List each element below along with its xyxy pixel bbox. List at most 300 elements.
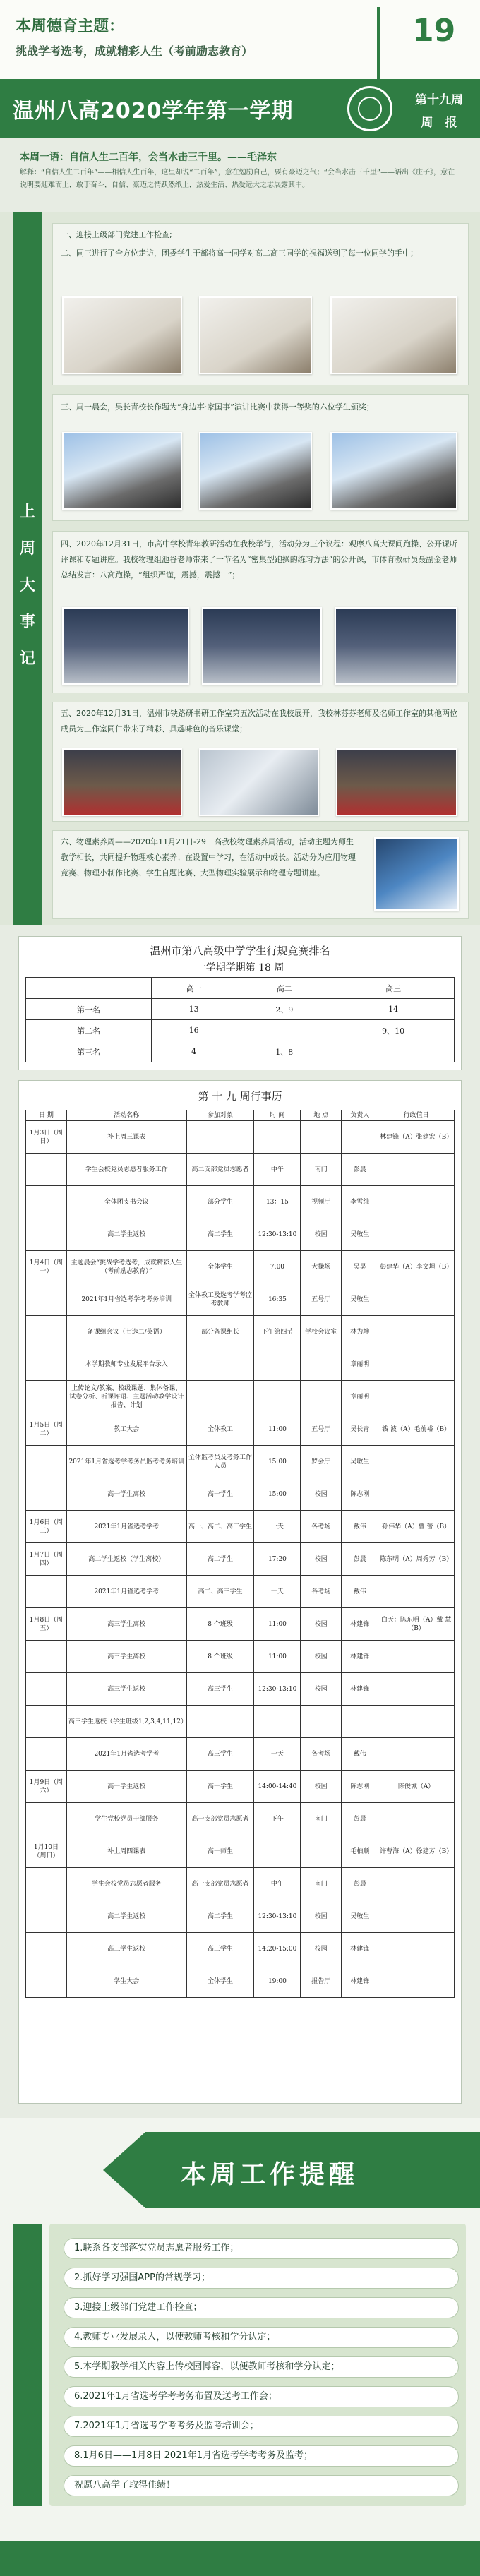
event-photo [62, 748, 182, 816]
table-cell: 高一支部党员志愿者 [186, 1803, 254, 1835]
table-cell: 2021年1月省选考学考务员监考考务培训 [66, 1446, 186, 1478]
table-cell: 17:20 [254, 1543, 301, 1576]
table-cell: 部分备课组长 [186, 1316, 254, 1348]
work-item: 1.联系各支部落实党员志愿者服务工作； [64, 2238, 459, 2259]
table-cell: 高二、高三学生 [186, 1576, 254, 1608]
table-cell: 1月9日（周六） [26, 1771, 67, 1803]
table-cell: 高三学生返校（学生班级1,2,3,4,11,12） [66, 1706, 186, 1738]
table-cell [301, 1381, 342, 1413]
table-cell: 高二学生返校 [66, 1218, 186, 1251]
table-cell: 林为坤 [342, 1316, 378, 1348]
work-item: 3.迎接上级部门党建工作检查； [64, 2297, 459, 2318]
table-header-cell: 时 间 [254, 1110, 301, 1121]
table-cell [378, 1738, 455, 1771]
table-cell: 各考场 [301, 1511, 342, 1543]
table-cell: 19:00 [254, 1965, 301, 1998]
table-row [26, 1608, 455, 1641]
table-row [26, 1478, 455, 1511]
table-cell: 一天 [254, 1511, 301, 1543]
table-cell: 第一名 [26, 999, 152, 1020]
table-cell [378, 1641, 455, 1673]
table-cell [186, 1706, 254, 1738]
table-cell: 8 个班级 [186, 1641, 254, 1673]
work-item: 4.教师专业发展录入，以便教师考核和学分认定； [64, 2327, 459, 2348]
table-cell: 高三学生 [186, 1673, 254, 1706]
work-item: 7.2021年1月省选考学考考务及监考培训会； [64, 2416, 459, 2437]
table-cell: 校园 [301, 1641, 342, 1673]
table-cell: 校园 [301, 1900, 342, 1933]
school-logo-icon [347, 86, 392, 131]
table-row [26, 1186, 455, 1218]
table-cell: 一天 [254, 1576, 301, 1608]
table-row [26, 1543, 455, 1576]
table-row [26, 1771, 455, 1803]
table-cell: 1月5日（周二） [26, 1413, 67, 1446]
table-cell: 高一学生离校 [66, 1478, 186, 1511]
table-cell: 中午 [254, 1154, 301, 1186]
table-cell: 第二名 [26, 1020, 152, 1041]
arrow-left-icon [103, 2132, 145, 2208]
table-cell: 1月4日（周一） [26, 1251, 67, 1283]
side-char: 大 [19, 577, 35, 594]
work-item: 祝愿八高学子取得佳绩！ [64, 2475, 459, 2496]
table-row [26, 1803, 455, 1835]
side-char: 上 [19, 503, 35, 521]
table-cell: 1月8日（周五） [26, 1608, 67, 1641]
table-header-row [26, 978, 455, 999]
table-cell: 高一学生返校 [66, 1771, 186, 1803]
table-cell: 高一学生 [186, 1771, 254, 1803]
table-cell [378, 1576, 455, 1608]
table-cell: 陈志刚 [342, 1478, 378, 1511]
table-cell: 白天：陈东明（A）戴 慧（B） [378, 1608, 455, 1641]
table-cell: 全体学生 [186, 1251, 254, 1283]
ranking-table [25, 977, 455, 1062]
table-cell [378, 1348, 455, 1381]
table-cell: 2021年1月省选考学考 [66, 1738, 186, 1771]
table-row [26, 1381, 455, 1413]
table-cell: 彭晨 [342, 1803, 378, 1835]
table-cell [26, 1283, 67, 1316]
table-cell: 2021年1月省选考学考 [66, 1511, 186, 1543]
table-cell [254, 1381, 301, 1413]
table-header-cell: 负责人 [342, 1110, 378, 1121]
table-cell: 14:00-14:40 [254, 1771, 301, 1803]
table-cell: 高二学生 [186, 1218, 254, 1251]
event-photo [336, 748, 457, 816]
table-cell: 高一学生 [186, 1478, 254, 1511]
table-cell: 8 个班级 [186, 1608, 254, 1641]
table-cell: 彭晨 [342, 1868, 378, 1900]
table-row [26, 1673, 455, 1706]
event-photo [199, 432, 312, 510]
calendar-table [25, 1110, 455, 1998]
table-cell: 孙伟华（A）曹 蕾（B） [378, 1511, 455, 1543]
ranking-subtitle: 一学期学期第 18 周 [196, 962, 284, 974]
table-cell: 毛柏顺 [342, 1835, 378, 1868]
table-cell: 全体团支书会议 [66, 1186, 186, 1218]
table-cell: 校园 [301, 1771, 342, 1803]
table-cell: 13 [151, 999, 236, 1020]
table-cell: 11:00 [254, 1413, 301, 1446]
table-row [26, 1041, 455, 1062]
table-header-row [26, 1110, 455, 1121]
table-cell [26, 1186, 67, 1218]
table-cell: 12:30-13:10 [254, 1900, 301, 1933]
table-cell: 2021年1月省选考学考考务培训 [66, 1283, 186, 1316]
table-row [26, 1316, 455, 1348]
table-cell: 学生会校党员志愿者服务 [66, 1868, 186, 1900]
table-cell [26, 1706, 67, 1738]
table-cell: 15:00 [254, 1478, 301, 1511]
table-row [26, 1446, 455, 1478]
moral-theme-subtitle: 挑战学考选考，成就精彩人生（考前励志教育） [16, 44, 253, 58]
table-header-cell: 日 期 [26, 1110, 67, 1121]
table-cell: 吴敏生 [342, 1900, 378, 1933]
table-cell: 16:35 [254, 1283, 301, 1316]
table-cell: 教工大会 [66, 1413, 186, 1446]
table-cell: 11:00 [254, 1608, 301, 1641]
table-cell: 1月7日（周四） [26, 1543, 67, 1576]
table-cell: 五号厅 [301, 1283, 342, 1316]
table-cell [378, 1316, 455, 1348]
week-label-line2: 周 报 [421, 116, 457, 130]
table-cell [378, 1900, 455, 1933]
table-cell: 章丽明 [342, 1348, 378, 1381]
divider [377, 7, 380, 85]
table-row [26, 1283, 455, 1316]
table-row [26, 1900, 455, 1933]
table-cell [378, 1381, 455, 1413]
table-cell: 高二学生返校 [66, 1900, 186, 1933]
table-cell [26, 1348, 67, 1381]
table-header-cell [26, 978, 152, 999]
table-cell: 高三学生 [186, 1738, 254, 1771]
table-cell: 学生大会 [66, 1965, 186, 1998]
table-cell: 吴长青 [342, 1413, 378, 1446]
table-cell [26, 1446, 67, 1478]
table-cell [332, 1041, 455, 1062]
work-item: 8.1月6日——1月8日 2021年1月省选考学考考务及监考； [64, 2445, 459, 2467]
table-cell: 学校会议室 [301, 1316, 342, 1348]
table-cell [26, 1933, 67, 1965]
table-cell [26, 1900, 67, 1933]
table-cell: 15:00 [254, 1446, 301, 1478]
table-cell [186, 1348, 254, 1381]
table-cell: 戴伟 [342, 1576, 378, 1608]
table-cell: 视频厅 [301, 1186, 342, 1218]
table-row [26, 1413, 455, 1446]
table-row [26, 1706, 455, 1738]
table-cell: 下午 [254, 1803, 301, 1835]
event-item: 五、2020年12月31日，温州市铁路研书研工作室第五次活动在我校展开，我校林芬芬老师及名师工作室的其他两位成员为工作室同仁带来了精彩、具趣味色的音乐课堂； [61, 709, 457, 733]
table-cell: 校园 [301, 1543, 342, 1576]
table-row [26, 1576, 455, 1608]
table-cell [254, 1121, 301, 1154]
table-cell: 陈志刚 [342, 1771, 378, 1803]
event-photo [202, 607, 322, 685]
event-photo [330, 296, 457, 374]
event-photo [62, 296, 182, 374]
table-row [26, 1965, 455, 1998]
table-cell [254, 1706, 301, 1738]
table-cell: 彭建华（A）李文坦（B） [378, 1251, 455, 1283]
table-cell [378, 1933, 455, 1965]
table-cell: 报告厅 [301, 1965, 342, 1998]
table-cell: 各考场 [301, 1738, 342, 1771]
table-cell: 陈东明（A）周秀芳（B） [378, 1543, 455, 1576]
table-cell: 吴敏生 [342, 1446, 378, 1478]
table-cell: 1月6日（周三） [26, 1511, 67, 1543]
table-row [26, 1933, 455, 1965]
table-cell: 2、9 [236, 999, 332, 1020]
table-header-cell: 高一 [151, 978, 236, 999]
table-cell: 9、10 [332, 1020, 455, 1041]
table-cell [301, 1121, 342, 1154]
table-cell [254, 1835, 301, 1868]
table-cell: 12:30-13:10 [254, 1218, 301, 1251]
table-cell: 罗会厅 [301, 1446, 342, 1478]
calendar-title: 第 十 九 周行事历 [198, 1090, 282, 1103]
table-cell [301, 1348, 342, 1381]
table-cell: 高一师生 [186, 1835, 254, 1868]
logo-inner-ring [358, 97, 382, 121]
table-cell: 高二学生 [186, 1543, 254, 1576]
table-cell: 第三名 [26, 1041, 152, 1062]
table-cell [378, 1965, 455, 1998]
table-cell: 补上周三课表 [66, 1121, 186, 1154]
events-side-label [13, 494, 42, 678]
table-cell [378, 1706, 455, 1738]
table-header-cell: 参加对象 [186, 1110, 254, 1121]
table-cell: 五号厅 [301, 1413, 342, 1446]
table-cell: 彭晨 [342, 1154, 378, 1186]
table-cell: 章丽明 [342, 1381, 378, 1413]
table-cell: 补上周四课表 [66, 1835, 186, 1868]
table-cell [26, 1381, 67, 1413]
table-cell: 南门 [301, 1803, 342, 1835]
ranking-title: 温州市第八高级中学学生行规竞赛排名 [150, 945, 330, 957]
table-cell [378, 1446, 455, 1478]
table-cell [301, 1706, 342, 1738]
table-cell: 林建锋 [342, 1673, 378, 1706]
table-cell: 林建锋 [342, 1641, 378, 1673]
event-photo [62, 607, 189, 685]
table-cell: 7:00 [254, 1251, 301, 1283]
event-photo [335, 607, 457, 685]
table-cell [26, 1218, 67, 1251]
table-cell: 1月10日（周日） [26, 1835, 67, 1868]
table-cell: 全体学生 [186, 1965, 254, 1998]
event-photo [62, 432, 182, 510]
table-cell: 钱 波（A）毛前裕（B） [378, 1413, 455, 1446]
table-header-cell: 行政值日 [378, 1110, 455, 1121]
table-cell: 高三学生离校 [66, 1608, 186, 1641]
table-cell [26, 1316, 67, 1348]
moral-theme-title: 本周德育主题： [16, 18, 125, 35]
table-row [26, 1511, 455, 1543]
table-cell: 大操场 [301, 1251, 342, 1283]
table-cell: 林建锋 [342, 1608, 378, 1641]
table-cell [26, 1576, 67, 1608]
event-poster [374, 837, 459, 911]
table-cell: 备课组会议（七选二/英语） [66, 1316, 186, 1348]
table-cell: 高三学生返校 [66, 1933, 186, 1965]
table-cell: 彭晨 [342, 1543, 378, 1576]
table-cell: 上传论文/教案、校级课题、集体备课、试卷分析、听课评语、主题活动教学设计报告、计划 [66, 1381, 186, 1413]
table-cell: 校园 [301, 1673, 342, 1706]
table-row [26, 1868, 455, 1900]
table-row [26, 1251, 455, 1283]
event-item: 一、迎接上级部门党建工作检查; [61, 230, 172, 239]
work-title: 本周工作提醒 [181, 2160, 359, 2189]
table-row [26, 1154, 455, 1186]
table-cell [342, 1706, 378, 1738]
table-cell: 一天 [254, 1738, 301, 1771]
table-header-cell: 活动名称 [66, 1110, 186, 1121]
table-cell [236, 1020, 332, 1041]
table-cell: 中午 [254, 1868, 301, 1900]
table-cell: 林建锋 [342, 1933, 378, 1965]
event-item: 二、同三进行了全方位走访，团委学生干部将高一同学对高二高三同学的祝福送到了每一位同学的手中； [61, 248, 418, 258]
table-cell [254, 1348, 301, 1381]
motto-explanation: 解释：“自信人生二百年”——相信人生百年，这里却说“二百年”，意在勉励自己，要有豪迈之气；“会当水击三千里”——语出《庄子》，意在说明要迎难而上，敢于奋斗，自信、豪迈之情跃然纸上，热爱生活、热爱远大之志展露其中。 [20, 169, 455, 189]
table-cell: 主题晨会“挑战学考选考，成就精彩人生（考前励志教育）” [66, 1251, 186, 1283]
event-item: 三、周一晨会，吴长青校长作题为“身边事·家国事”演讲比赛中获得一等奖的六位学生颁奖； [61, 402, 374, 412]
table-cell: 4 [151, 1041, 236, 1062]
table-cell [378, 1673, 455, 1706]
work-side-bar [13, 2224, 42, 2506]
table-cell: 本学期教师专业发展平台录入 [66, 1348, 186, 1381]
table-row [26, 1835, 455, 1868]
event-item: 六、物理素养周——2020年11月21日-29日高我校物理素养周活动，活动主题为师生教学相长，共同提升物理核心素养；在设置中学习，在活动中成长。活动分为应用物理竞赛、物理小制作比赛、学生自题比赛、大型物理实验展示和物理专题讲座。 [61, 837, 356, 877]
table-cell [342, 1121, 378, 1154]
table-row [26, 1641, 455, 1673]
event-photo [199, 296, 312, 374]
table-cell: 各考场 [301, 1576, 342, 1608]
table-cell: 1、8 [236, 1041, 332, 1062]
table-cell: 高二学生 [186, 1900, 254, 1933]
event-item: 四、2020年12月31日，市高中学校青年教研活动在我校举行，活动分为三个议程：观摩八高大课间跑操、公开课听评课和专题讲座。我校物理组池谷老师带来了一节名为“密集型跑操的练习方法”的公开课，市体育教研员聂副金老师总结发言：八高跑操，“组织严谨，震撼，震撼！”； [61, 539, 457, 580]
table-cell: 高二学生返校（学生离校） [66, 1543, 186, 1576]
table-cell: 校园 [301, 1608, 342, 1641]
table-cell: 林建锋 [342, 1965, 378, 1998]
event-photo [199, 748, 319, 816]
table-cell [378, 1154, 455, 1186]
table-cell: 全体监考员及考务工作人员 [186, 1446, 254, 1478]
table-cell [26, 1738, 67, 1771]
table-cell: 14 [332, 999, 455, 1020]
table-cell: 高二支部党员志愿者 [186, 1154, 254, 1186]
table-cell: 高三学生返校 [66, 1673, 186, 1706]
work-item: 6.2021年1月省选考学考考务布置及送考工作会； [64, 2386, 459, 2407]
table-cell: 许曹海（A）徐建芳（B） [378, 1835, 455, 1868]
table-header-cell: 地 点 [301, 1110, 342, 1121]
page-title: 温州八高2020学年第一学期 [13, 99, 294, 124]
table-row [26, 1020, 455, 1041]
table-row [26, 1738, 455, 1771]
table-cell: 高三学生 [186, 1933, 254, 1965]
table-cell [26, 1868, 67, 1900]
week-label [404, 89, 474, 134]
table-cell: 全体教工 [186, 1413, 254, 1446]
table-cell: 12:30-13:10 [254, 1673, 301, 1706]
event-photo [330, 432, 457, 510]
work-item: 5.本学期教学相关内容上传校园博客，以便教师考核和学分认定； [64, 2356, 459, 2378]
table-cell: 下午第四节 [254, 1316, 301, 1348]
table-cell: 13：15 [254, 1186, 301, 1218]
week-number: 19 [412, 13, 456, 49]
table-cell [378, 1478, 455, 1511]
table-row [26, 1348, 455, 1381]
table-cell: 全体教工及选考学考监考教师 [186, 1283, 254, 1316]
table-cell: 高一支部党员志愿者 [186, 1868, 254, 1900]
side-char: 事 [19, 613, 35, 631]
calendar-body [26, 1121, 455, 1998]
table-cell: 14:20-15:00 [254, 1933, 301, 1965]
table-cell [378, 1186, 455, 1218]
table-cell [186, 1121, 254, 1154]
table-cell [378, 1218, 455, 1251]
table-cell: 部分学生 [186, 1186, 254, 1218]
table-cell: 戴伟 [342, 1511, 378, 1543]
table-cell [378, 1803, 455, 1835]
table-cell: 11:00 [254, 1641, 301, 1673]
table-row [26, 1121, 455, 1154]
table-cell: 吴昊 [342, 1251, 378, 1283]
table-cell [378, 1283, 455, 1316]
side-char: 周 [19, 540, 35, 558]
table-cell: 李雪纯 [342, 1186, 378, 1218]
table-cell: 南门 [301, 1154, 342, 1186]
table-cell: 学生党校党员干部服务 [66, 1803, 186, 1835]
table-cell: 校园 [301, 1478, 342, 1511]
table-cell [26, 1803, 67, 1835]
table-cell: 吴敏生 [342, 1218, 378, 1251]
work-item: 2.抓好学习强国APP的常规学习； [64, 2268, 459, 2289]
table-header-cell: 高三 [332, 978, 455, 999]
table-cell [186, 1381, 254, 1413]
table-row [26, 999, 455, 1020]
table-cell [26, 1478, 67, 1511]
table-cell: 校园 [301, 1933, 342, 1965]
table-cell: 学生会校党员志愿者服务工作 [66, 1154, 186, 1186]
table-header-cell: 高二 [236, 978, 332, 999]
table-cell: 高三学生离校 [66, 1641, 186, 1673]
footer-band [0, 2541, 480, 2576]
table-cell: 吴敏生 [342, 1283, 378, 1316]
table-cell: 林建锋（A）张建宏（B） [378, 1121, 455, 1154]
week-label-line1: 第十九周 [415, 93, 463, 107]
table-cell: 1月3日（周日） [26, 1121, 67, 1154]
table-cell [378, 1868, 455, 1900]
table-cell: 高一、高二、高三学生 [186, 1511, 254, 1543]
table-row [26, 1218, 455, 1251]
week-number-box [377, 0, 480, 79]
table-cell: 校园 [301, 1218, 342, 1251]
side-char: 记 [19, 650, 35, 668]
weekly-motto: 本周一语：自信人生二百年，会当水击三千里。——毛泽东 [20, 152, 277, 163]
table-cell [26, 1641, 67, 1673]
table-cell: 16 [151, 1020, 236, 1041]
table-cell: 2021年1月省选考学考 [66, 1576, 186, 1608]
table-cell [26, 1673, 67, 1706]
table-cell: 戴伟 [342, 1738, 378, 1771]
table-cell: 南门 [301, 1868, 342, 1900]
table-cell [301, 1835, 342, 1868]
table-cell [26, 1154, 67, 1186]
table-cell [26, 1965, 67, 1998]
